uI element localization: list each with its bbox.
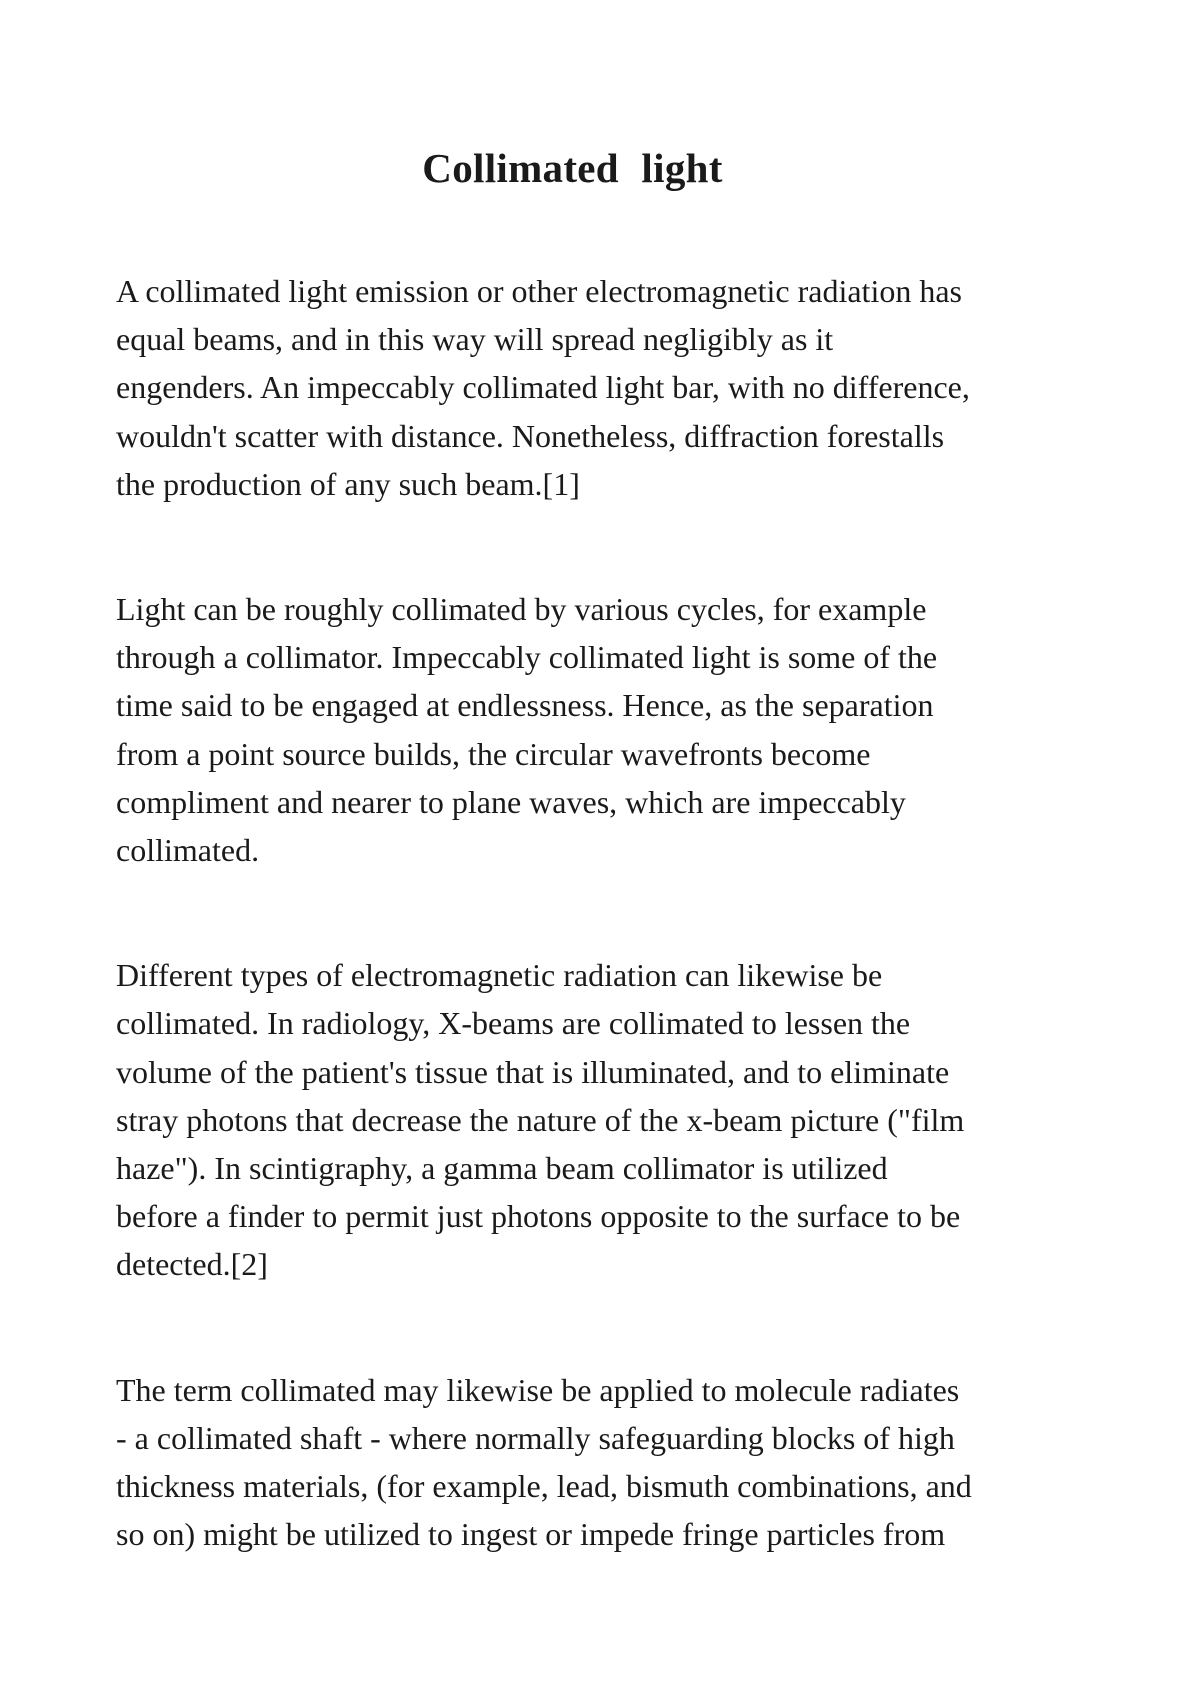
paragraph-line: collimated. [116,832,260,869]
document-body [116,267,1106,1635]
paragraph-line: Light can be roughly collimated by various cycles, for example [116,591,927,628]
paragraph-line: equal beams, and in this way will spread negligibly as it [116,321,834,358]
paragraph-2 [116,585,1106,874]
paragraph-line: through a collimator. Impeccably collimated light is some of the [116,639,938,676]
paragraph-line: - a collimated shaft - where normally safeguarding blocks of high [116,1419,955,1456]
paragraph-line: the production of any such beam.[1] [116,465,580,502]
paragraph-line: before a finder to permit just photons opposite to the surface to be [116,1198,961,1235]
paragraph-line: haze"). In scintigraphy, a gamma beam collimator is utilized [116,1150,888,1187]
paragraph-line: Different types of electromagnetic radiation can likewise be [116,957,883,994]
paragraph-line: collimated. In radiology, X-beams are collimated to lessen the [116,1005,911,1042]
paragraph-line: compliment and nearer to plane waves, which are impeccably [116,783,906,820]
paragraph-4 [116,1366,1106,1559]
paragraph-line: wouldn't scatter with distance. Nonetheless, diffraction forestalls [116,417,945,454]
paragraph-line: detected.[2] [116,1246,268,1283]
document-title: Collimated light [422,145,723,191]
paragraph-line: A collimated light emission or other electromagnetic radiation has [116,273,962,309]
paragraph-line: volume of the patient's tissue that is illuminated, and to eliminate [116,1053,950,1090]
paragraph-line: from a point source builds, the circular wavefronts become [116,735,871,772]
paragraph-line: so on) might be utilized to ingest or impede fringe particles from [116,1516,946,1553]
paragraph-line: The term collimated may likewise be applied to molecule radiates [116,1371,960,1408]
paragraph-line: stray photons that decrease the nature of the x-beam picture ("film [116,1101,965,1138]
paragraph-line: engenders. An impeccably collimated light bar, with no difference, [116,369,970,406]
paragraph-line: thickness materials, (for example, lead, bismuth combinations, and [116,1468,972,1505]
paragraph-1 [116,267,1106,508]
paragraph-line: time said to be engaged at endlessness. Hence, as the separation [116,687,934,724]
paragraph-3 [116,951,1106,1288]
